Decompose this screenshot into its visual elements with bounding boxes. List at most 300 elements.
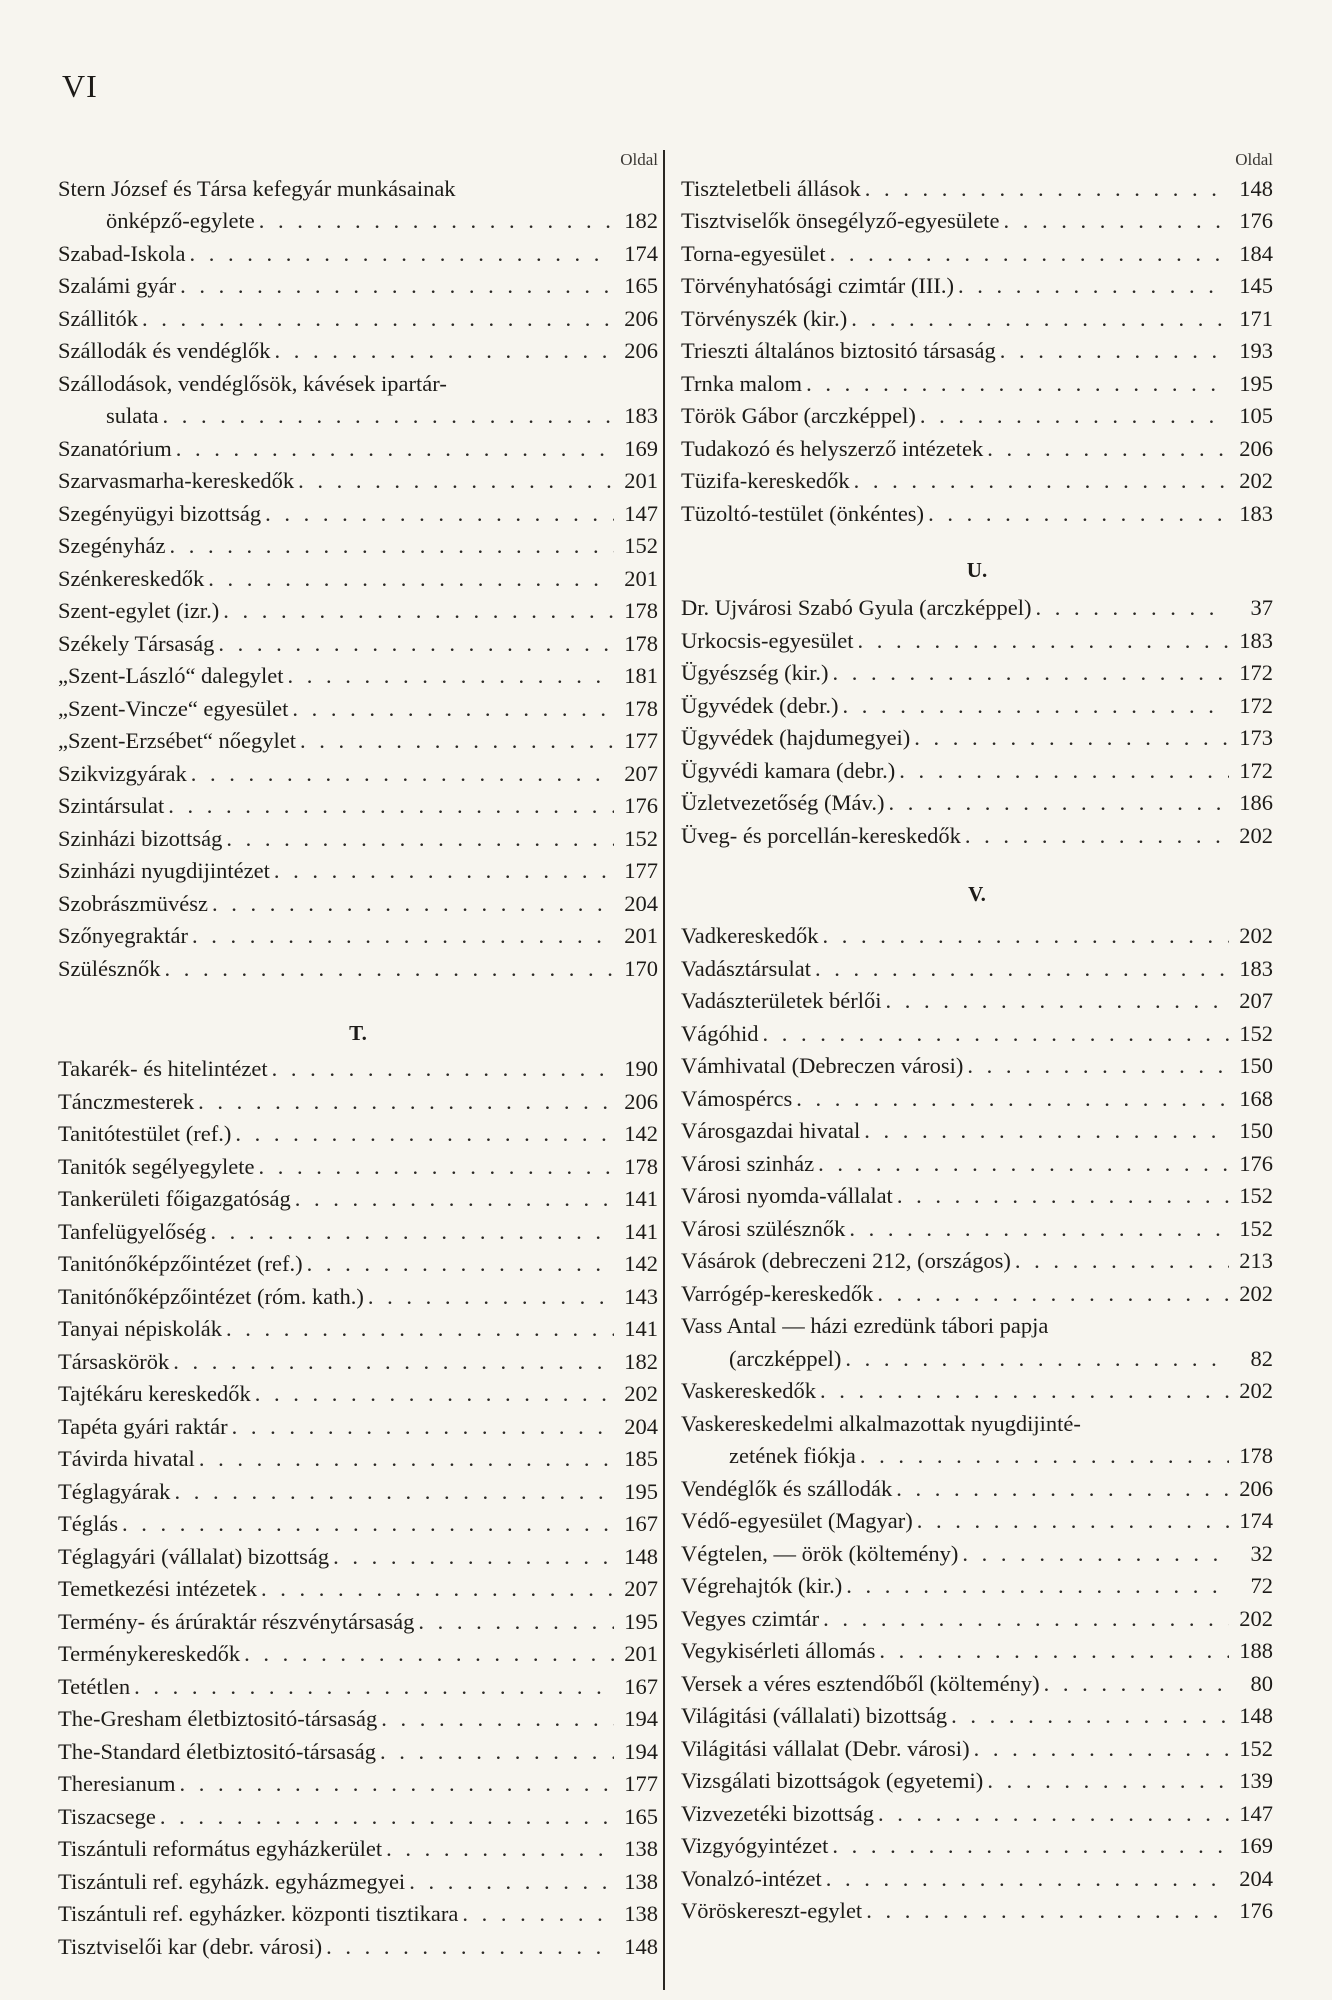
section-letter-v: V. <box>968 881 986 906</box>
index-entry <box>681 1667 1273 1700</box>
entries-v <box>681 920 1273 1928</box>
index-entry <box>681 920 1273 953</box>
index-entry <box>58 660 658 693</box>
entry-page-number: 183 <box>1239 627 1273 653</box>
index-entry <box>58 1540 658 1573</box>
entry-page-number: 206 <box>1239 1475 1273 1501</box>
entry-name: Tanyai népiskolák <box>58 1316 223 1341</box>
dot-leader <box>899 755 1229 787</box>
entry-name: Szénkereskedők <box>58 565 205 591</box>
entry-name: Vágóhid <box>681 1020 759 1046</box>
entry-name: Tiszacsege <box>58 1803 156 1829</box>
entry-name: Világitási (vállalati) bizottság <box>681 1703 948 1728</box>
dot-leader <box>307 1248 614 1280</box>
index-entry <box>681 1212 1273 1245</box>
entry-name: Dr. Ujvárosi Szabó Gyula (arczképpel) <box>681 595 1032 620</box>
dot-leader <box>796 1083 1229 1115</box>
index-entry <box>681 722 1273 755</box>
dot-leader <box>212 888 614 920</box>
dot-leader <box>832 1830 1229 1862</box>
entry-name: Tisztviselők önsegélyző-egyesülete <box>681 208 1000 233</box>
dot-leader <box>333 1541 614 1573</box>
page-column-header: Oldal <box>1235 150 1273 169</box>
index-entry <box>681 497 1273 530</box>
dot-leader <box>199 1443 614 1475</box>
entry-name: Téglagyárak <box>58 1478 171 1504</box>
index-entry <box>58 952 658 985</box>
entry-name: Városi szülésznők <box>681 1215 846 1241</box>
entry-name: Stern József és Társa kefegyár munkásainak <box>58 175 456 201</box>
dot-leader <box>987 1765 1229 1797</box>
dot-leader <box>368 1281 614 1313</box>
entry-name: Világitási vállalat (Debr. városi) <box>681 1735 970 1761</box>
index-entry <box>58 497 658 530</box>
entry-page-number: 169 <box>1239 1833 1273 1858</box>
dot-leader <box>274 335 614 367</box>
entry-page-number: 145 <box>1239 273 1273 298</box>
index-entry <box>681 432 1273 465</box>
dot-leader <box>326 1931 614 1963</box>
entry-name: Vizvezetéki bizottság <box>681 1800 874 1826</box>
dot-leader <box>259 205 614 237</box>
index-entry <box>681 237 1273 270</box>
index-entry <box>681 367 1273 400</box>
entry-name: Társaskörök <box>58 1348 170 1374</box>
index-entry <box>681 787 1273 820</box>
dot-leader <box>962 1538 1229 1570</box>
entry-page-number: 194 <box>624 1706 658 1731</box>
entry-page-number: 169 <box>624 435 658 461</box>
index-entry <box>681 465 1273 498</box>
index-entry <box>681 1277 1273 1310</box>
entry-name: Vámhivatal (Debreczen városi) <box>681 1053 964 1078</box>
entry-name: Városi nyomda-vállalat <box>681 1183 893 1208</box>
dot-leader <box>122 1508 614 1540</box>
entry-page-number: 32 <box>1250 1540 1273 1566</box>
index-entry <box>58 465 658 498</box>
entry-name: Vizsgálati bizottságok (egyetemi) <box>681 1768 984 1793</box>
index-entry <box>681 302 1273 335</box>
dot-leader <box>865 173 1229 205</box>
entry-name: Szinházi bizottság <box>58 825 223 851</box>
entry-name: Vaskereskedelmi alkalmazottak nyugdijinté- <box>681 1410 1081 1436</box>
index-entry <box>58 1378 658 1411</box>
index-entry <box>681 1245 1273 1278</box>
entry-name: Törvényhatósági czimtár (III.) <box>681 273 954 298</box>
entry-name: Tanitónőképzőintézet (ref.) <box>58 1251 303 1276</box>
entry-page-number: 80 <box>1250 1670 1273 1696</box>
entry-name: Védő-egyesület (Magyar) <box>681 1508 913 1533</box>
index-entry <box>58 920 658 953</box>
entry-page-number: 152 <box>1239 1183 1273 1208</box>
index-entry <box>58 1865 658 1898</box>
dot-leader <box>854 465 1229 497</box>
entry-name: Távirda hivatal <box>58 1446 195 1471</box>
index-entry <box>681 624 1273 657</box>
entry-page-number: 195 <box>624 1478 658 1504</box>
entry-page-number: 176 <box>1239 1898 1273 1923</box>
dot-leader <box>235 1118 614 1150</box>
index-entry <box>681 1472 1273 1505</box>
entry-page-number: 178 <box>624 1153 658 1179</box>
dot-leader <box>462 1898 614 1930</box>
entry-page-number: 202 <box>1239 1605 1273 1631</box>
index-entry <box>58 1118 658 1151</box>
dot-leader <box>806 368 1229 400</box>
dot-leader <box>298 465 614 497</box>
column-divider <box>663 150 665 1990</box>
entry-name: Szülésznők <box>58 955 161 981</box>
index-entry <box>681 1797 1273 1830</box>
entry-page-number: 152 <box>1239 1735 1273 1761</box>
dot-leader <box>879 1635 1229 1667</box>
entry-page-number: 152 <box>624 825 658 851</box>
index-entry <box>681 1180 1273 1213</box>
entry-page-number: 177 <box>624 1771 658 1796</box>
entry-name: Szállodások, vendéglősök, kávések ipartár- <box>58 370 447 396</box>
entry-page-number: 190 <box>624 1056 658 1081</box>
entry-name: Tiszteletbeli állások <box>681 175 861 201</box>
index-entry <box>58 725 658 758</box>
dot-leader <box>162 400 614 432</box>
dot-leader <box>418 1606 614 1638</box>
dot-leader <box>822 920 1229 952</box>
dot-leader <box>846 1570 1229 1602</box>
entry-page-number: 142 <box>624 1121 658 1146</box>
index-entry <box>681 592 1273 625</box>
entry-page-number: 170 <box>624 955 658 981</box>
dot-leader <box>160 1801 614 1833</box>
index-entry <box>58 530 658 563</box>
dot-leader <box>386 1833 614 1865</box>
index-entry <box>58 1150 658 1183</box>
entry-page-number: 37 <box>1250 595 1273 620</box>
index-entry <box>58 1800 658 1833</box>
index-entry <box>58 1833 658 1866</box>
index-entry <box>58 1443 658 1476</box>
index-entry <box>681 1147 1273 1180</box>
index-entry <box>681 205 1273 238</box>
entry-name: Szent-egylet (izr.) <box>58 598 220 623</box>
entry-page-number: 105 <box>1239 403 1273 428</box>
dot-leader <box>180 270 614 302</box>
entry-page-number: 195 <box>624 1608 658 1634</box>
index-entry <box>58 1475 658 1508</box>
entry-page-number: 185 <box>624 1446 658 1471</box>
entry-name: Városgazdai hivatal <box>681 1118 861 1143</box>
entry-page-number: 148 <box>624 1933 658 1959</box>
entry-page-number: 188 <box>1239 1638 1273 1663</box>
entry-page-number: 141 <box>624 1218 658 1244</box>
entry-name: Vadásztársulat <box>681 955 811 981</box>
page-column-header: Oldal <box>620 150 658 169</box>
entry-name: „Szent-Vincze“ egyesület <box>58 695 289 721</box>
dot-leader <box>815 953 1229 985</box>
dot-leader <box>176 433 614 465</box>
index-entry <box>58 757 658 790</box>
entry-name: Vonalzó-intézet <box>681 1865 822 1891</box>
entry-page-number: 207 <box>624 1576 658 1601</box>
entry-page-number: 202 <box>1239 923 1273 948</box>
dot-leader <box>255 1378 614 1410</box>
dot-leader <box>818 1148 1229 1180</box>
dot-leader <box>917 1505 1229 1537</box>
entry-name: Vadkereskedők <box>681 923 819 948</box>
entry-page-number: 206 <box>624 1088 658 1114</box>
index-entry <box>681 985 1273 1018</box>
dot-leader <box>928 498 1229 530</box>
index-entry <box>58 1768 658 1801</box>
entry-name: Vegykisérleti állomás <box>681 1638 876 1663</box>
entry-name: Szinházi nyugdijintézet <box>58 858 270 883</box>
entry-name: Ügyvédi kamara (debr.) <box>681 757 896 783</box>
entry-name: Tankerületi főigazgatóság <box>58 1186 291 1211</box>
entry-name: Szegényház <box>58 533 166 558</box>
entry-name: The-Gresham életbiztositó-társaság <box>58 1706 378 1731</box>
entry-page-number: 202 <box>1239 822 1273 848</box>
index-entry <box>58 855 658 888</box>
entry-page-number: 152 <box>1239 1020 1273 1046</box>
index-entry <box>681 1570 1273 1603</box>
dot-leader <box>288 660 614 692</box>
dot-leader <box>232 1411 614 1443</box>
dot-leader <box>920 400 1229 432</box>
index-entry <box>681 1602 1273 1635</box>
entry-page-number: 201 <box>624 468 658 493</box>
index-entry <box>681 270 1273 303</box>
entry-name: Torna-egyesület <box>681 240 826 266</box>
entry-page-number: 138 <box>624 1836 658 1861</box>
entry-name: Theresianum <box>58 1771 176 1796</box>
entry-name: Vizgyógyintézet <box>681 1833 829 1858</box>
index-entry <box>58 595 658 628</box>
entry-page-number: 152 <box>1239 1215 1273 1241</box>
index-entry <box>681 400 1273 433</box>
entry-name: Székely Társaság <box>58 630 215 656</box>
entries-u <box>681 592 1273 852</box>
entry-name: Törvényszék (kir.) <box>681 305 848 331</box>
entry-page-number: 165 <box>624 273 658 298</box>
entry-page-number: 173 <box>1239 725 1273 750</box>
index-entry <box>58 1930 658 1963</box>
entry-name: The-Standard életbiztositó-társaság <box>58 1738 377 1764</box>
index-entry <box>681 1862 1273 1895</box>
entry-name: Tisztviselői kar (debr. városi) <box>58 1933 323 1959</box>
index-entry <box>681 1440 1273 1473</box>
dot-leader <box>258 1151 614 1183</box>
entry-name: Trieszti általános biztositó társaság <box>681 338 996 363</box>
entry-page-number: 150 <box>1239 1118 1273 1143</box>
entry-name: Vendéglők és szállodák <box>681 1475 893 1501</box>
entry-name: Ügyészség (kir.) <box>681 660 829 685</box>
index-entry <box>58 1345 658 1378</box>
index-entry <box>58 1670 658 1703</box>
entry-page-number: 213 <box>1239 1248 1273 1273</box>
dot-leader <box>142 303 614 335</box>
entry-name: Vámospércs <box>681 1085 793 1111</box>
index-entry <box>681 1765 1273 1798</box>
index-entry <box>681 1505 1273 1538</box>
dot-leader <box>958 270 1229 302</box>
dot-leader <box>974 1733 1229 1765</box>
entry-name: Szállitók <box>58 305 138 331</box>
entry-name: Temetkezési intézetek <box>58 1576 257 1601</box>
dot-leader <box>857 625 1229 657</box>
entry-name: Ügyvédek (hajdumegyei) <box>681 725 911 750</box>
dot-leader <box>189 238 614 270</box>
index-entry <box>58 1085 658 1118</box>
index-entry <box>58 627 658 660</box>
dot-leader <box>295 1183 614 1215</box>
entry-page-number: 165 <box>624 1803 658 1829</box>
dot-leader <box>300 725 614 757</box>
entries-t-right <box>681 172 1273 530</box>
entry-page-number: 204 <box>624 1413 658 1439</box>
index-entry <box>58 432 658 465</box>
dot-leader <box>826 1863 1229 1895</box>
dot-leader <box>888 787 1229 819</box>
entry-name: Tiszántuli református egyházkerület <box>58 1836 383 1861</box>
index-entry <box>58 400 658 433</box>
entry-page-number: 152 <box>624 533 658 558</box>
index-entry <box>681 754 1273 787</box>
index-entry <box>58 1735 658 1768</box>
entry-name: Szanatórium <box>58 435 172 461</box>
index-entry <box>681 1830 1273 1863</box>
entry-name: Termény- és árúraktár részvénytársaság <box>58 1608 415 1634</box>
entry-page-number: 201 <box>624 565 658 591</box>
dot-leader <box>830 238 1229 270</box>
entry-page-number: 202 <box>1239 468 1273 493</box>
entry-name: Terménykereskedők <box>58 1641 241 1666</box>
dot-leader <box>965 820 1229 852</box>
entry-name: Szintársulat <box>58 793 165 818</box>
index-entry <box>58 790 658 823</box>
index-entry <box>58 562 658 595</box>
entries-s <box>58 172 658 985</box>
index-entry <box>58 1053 658 1086</box>
dot-leader <box>896 1473 1229 1505</box>
entry-page-number: 147 <box>624 500 658 526</box>
entry-name: Szobrászmüvész <box>58 890 208 916</box>
entry-page-number: 183 <box>624 403 658 428</box>
entry-page-number: 193 <box>1239 338 1273 363</box>
entry-page-number: 201 <box>624 1641 658 1666</box>
index-entry <box>58 270 658 303</box>
dot-leader <box>179 1768 614 1800</box>
dot-leader <box>134 1671 614 1703</box>
dot-leader <box>272 1053 614 1085</box>
dot-leader <box>169 530 614 562</box>
entry-name: önképző-egylete <box>106 208 255 233</box>
entry-name: Vásárok (debreczeni 212, (országos) <box>681 1248 1011 1273</box>
entry-page-number: 178 <box>624 695 658 721</box>
dot-leader <box>951 1700 1229 1732</box>
index-entry <box>58 1638 658 1671</box>
entry-name: Tajtékáru kereskedők <box>58 1381 251 1406</box>
index-entry-line <box>58 367 658 400</box>
entry-page-number: 202 <box>1239 1280 1273 1306</box>
entry-name: Szabad-Iskola <box>58 240 186 266</box>
entry-page-number: 142 <box>624 1251 658 1276</box>
entry-name: Végtelen, — örök (költemény) <box>681 1540 959 1566</box>
entry-name: Tanitónőképzőintézet (róm. kath.) <box>58 1283 364 1309</box>
index-entry <box>58 692 658 725</box>
entry-page-number: 206 <box>624 305 658 331</box>
index-entry <box>58 1215 658 1248</box>
entry-page-number: 148 <box>1239 1703 1273 1728</box>
dot-leader <box>274 855 614 887</box>
entry-page-number: 202 <box>624 1381 658 1406</box>
entry-page-number: 195 <box>1239 370 1273 396</box>
index-entry <box>681 335 1273 368</box>
entry-page-number: 183 <box>1239 955 1273 981</box>
entry-name: Tüzoltó-testület (önkéntes) <box>681 500 925 526</box>
entry-page-number: 172 <box>1239 660 1273 685</box>
entry-name: Tudakozó és helyszerző intézetek <box>681 435 984 461</box>
entry-name: Tanitótestület (ref.) <box>58 1121 232 1146</box>
index-entry <box>58 1605 658 1638</box>
entry-page-number: 138 <box>624 1901 658 1926</box>
entry-name: Szállodák és vendéglők <box>58 338 271 363</box>
dot-leader <box>897 1180 1229 1212</box>
entry-name: Vöröskereszt-egylet <box>681 1898 863 1923</box>
entry-page-number: 167 <box>624 1511 658 1536</box>
entry-page-number: 141 <box>624 1186 658 1211</box>
dot-leader <box>849 1213 1229 1245</box>
dot-leader <box>860 1440 1229 1472</box>
index-entry <box>681 1050 1273 1083</box>
entry-page-number: 194 <box>624 1738 658 1764</box>
entry-name: Téglás <box>58 1511 118 1536</box>
entry-page-number: 171 <box>1239 305 1273 331</box>
dot-leader <box>409 1866 614 1898</box>
entry-page-number: 148 <box>624 1543 658 1569</box>
dot-leader <box>380 1736 614 1768</box>
dot-leader <box>226 1313 614 1345</box>
index-entry <box>681 1895 1273 1928</box>
entry-name: Téglagyári (vállalat) bizottság <box>58 1543 330 1569</box>
index-entry <box>58 1573 658 1606</box>
entry-name: Tánczmesterek <box>58 1088 195 1114</box>
index-entry <box>681 1342 1273 1375</box>
entry-name: Urkocsis-egyesület <box>681 627 854 653</box>
entries-t-left <box>58 1053 658 1963</box>
entry-page-number: 174 <box>1239 1508 1273 1533</box>
entry-page-number: 147 <box>1239 1800 1273 1826</box>
entry-page-number: 150 <box>1239 1053 1273 1078</box>
dot-leader <box>1044 1668 1229 1700</box>
entry-name: Szalámi gyár <box>58 273 177 298</box>
index-entry <box>681 1115 1273 1148</box>
entry-name: Városi szinház <box>681 1150 815 1176</box>
index-entry <box>681 1732 1273 1765</box>
dot-leader <box>261 1573 614 1605</box>
dot-leader <box>292 693 614 725</box>
entry-name: Tetétlen <box>58 1673 131 1699</box>
index-entry <box>681 952 1273 985</box>
entry-name: Takarék- és hitelintézet <box>58 1056 268 1081</box>
entry-page-number: 201 <box>624 923 658 948</box>
dot-leader <box>1015 1245 1229 1277</box>
index-entry <box>58 237 658 270</box>
entry-name: Üveg- és porcellán-kereskedők <box>681 822 961 848</box>
entry-name: Versek a véres esztendőből (költemény) <box>681 1670 1040 1696</box>
entry-name: Üzletvezetőség (Máv.) <box>681 790 885 815</box>
entry-name: Szőnyegraktár <box>58 923 188 948</box>
entry-name: Vaskereskedők <box>681 1378 816 1403</box>
dot-leader <box>381 1703 614 1735</box>
